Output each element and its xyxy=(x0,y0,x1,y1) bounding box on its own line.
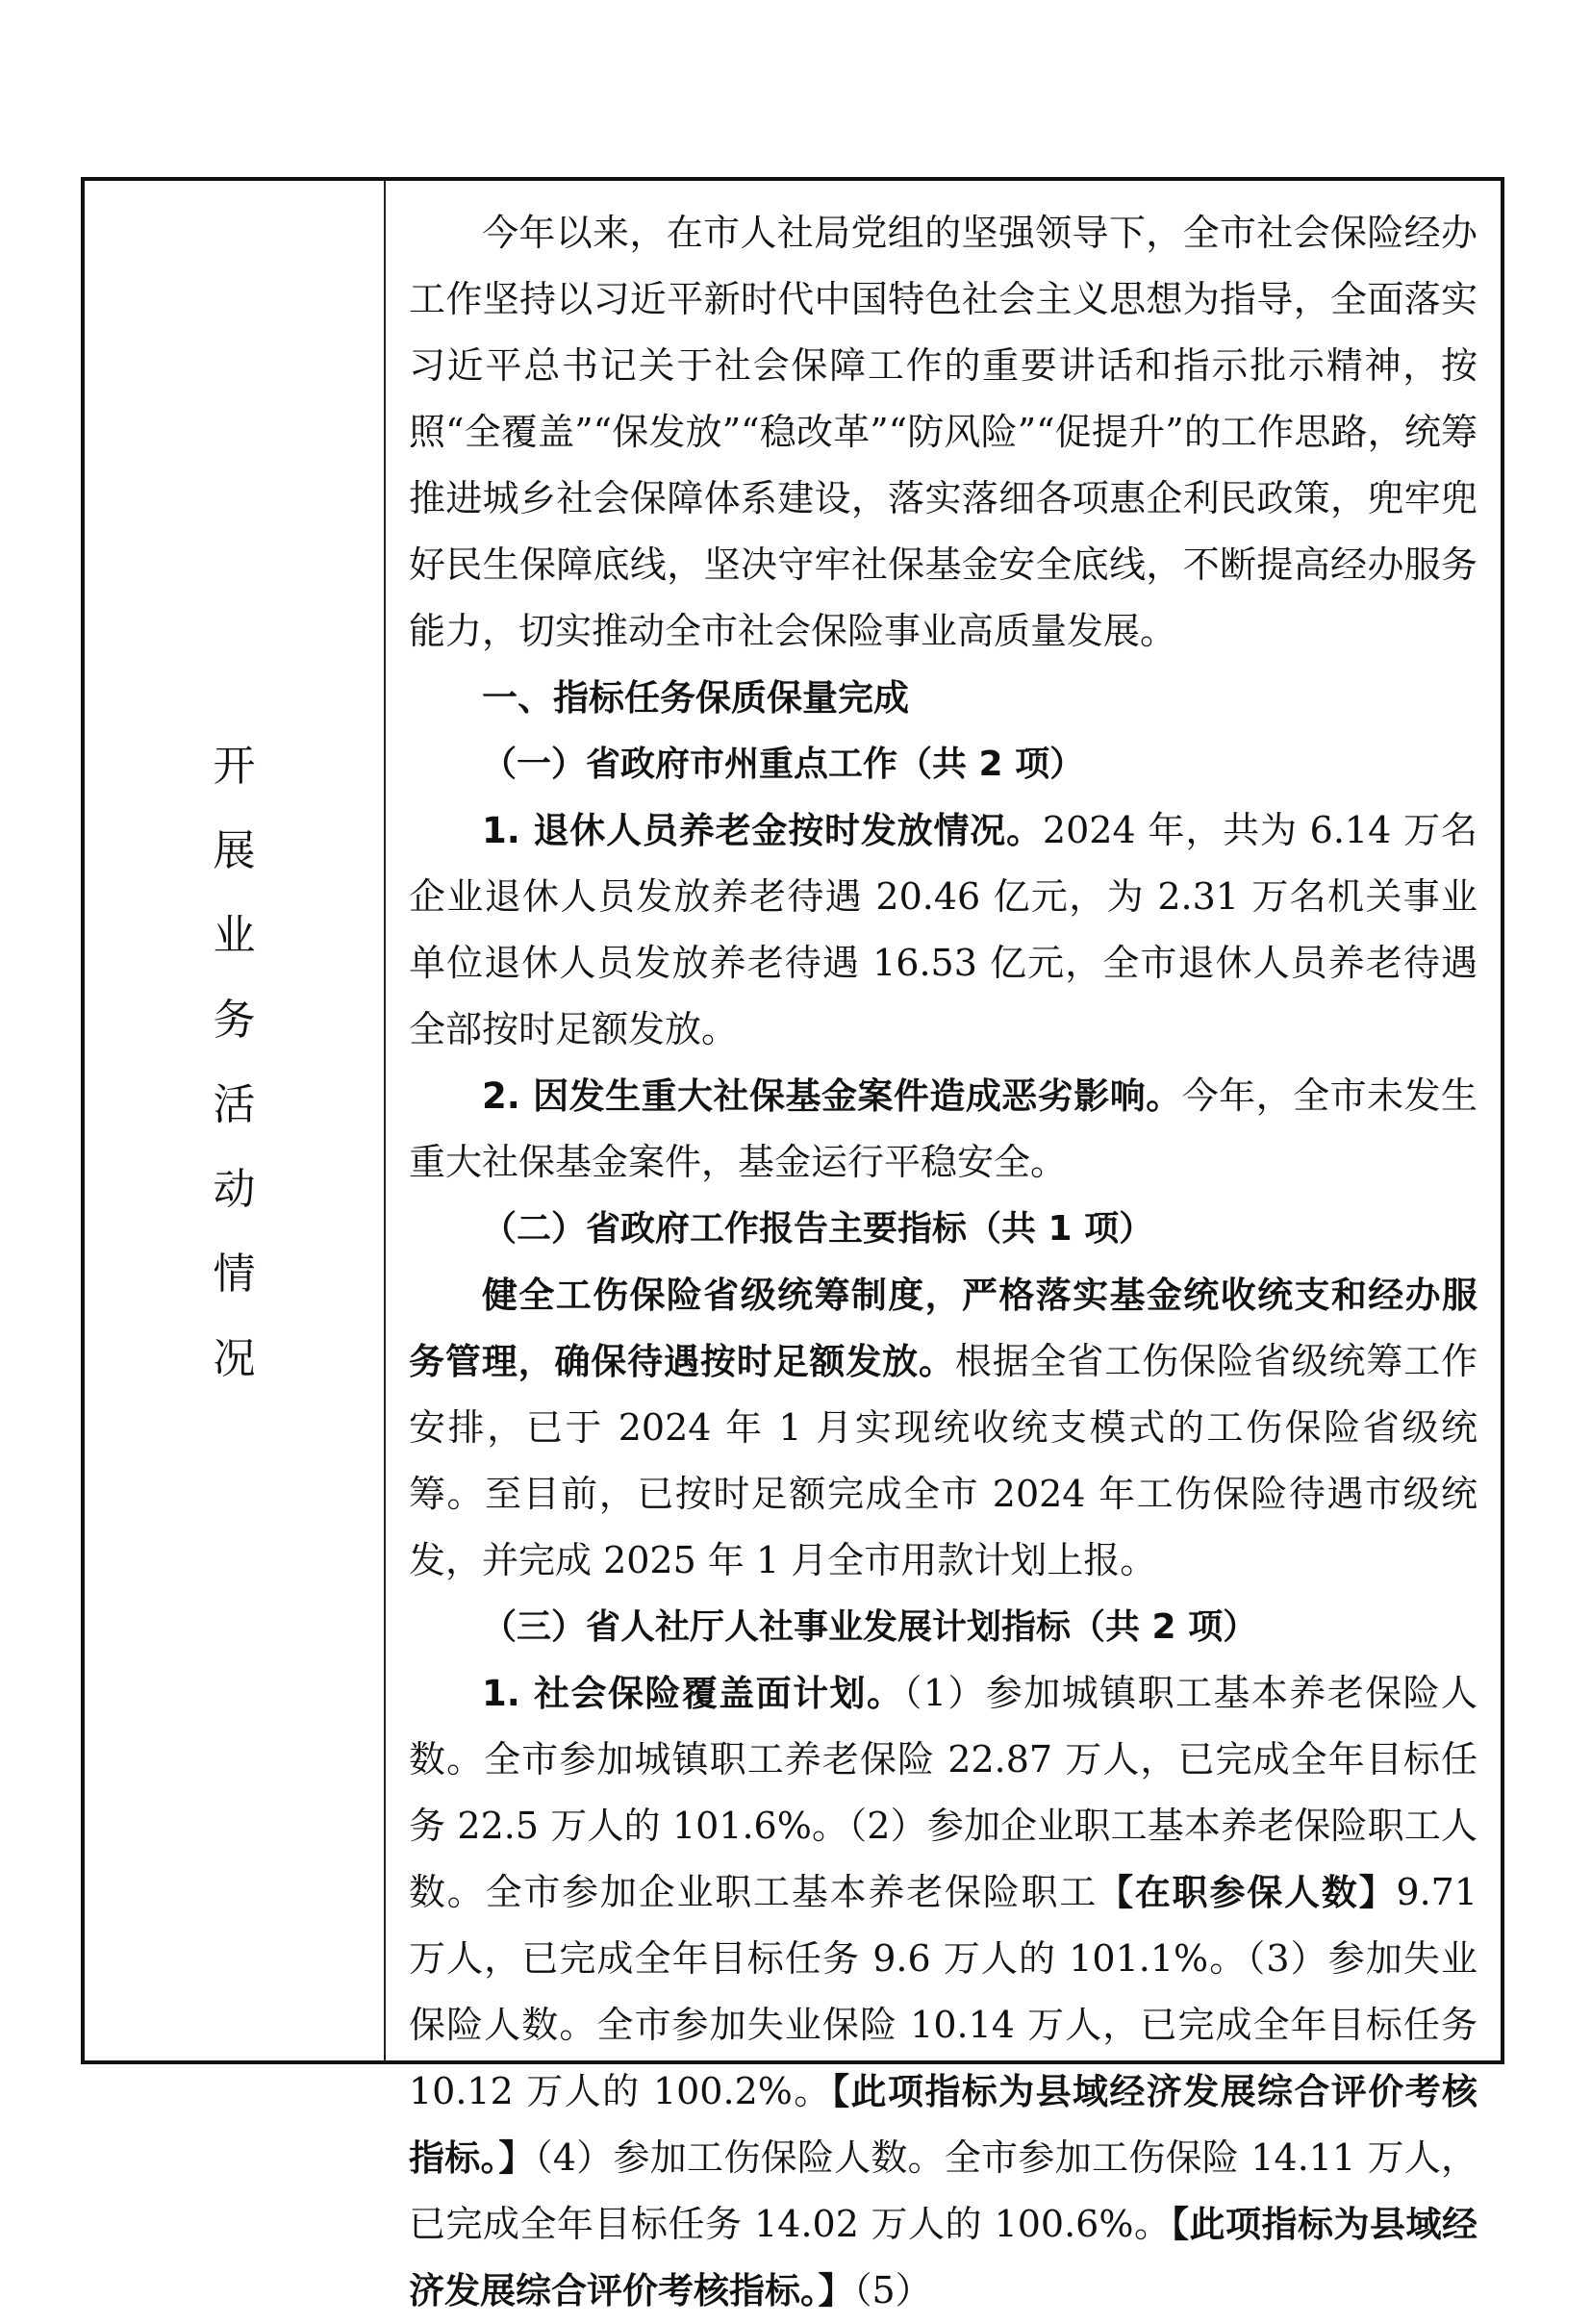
subsection-heading-2: （二）省政府工作报告主要指标（共 1 项） xyxy=(482,1209,1154,1249)
paragraph-lead: 健全工伤保险省级统筹制度，严格落实基金统收统支和经办服务管理，确保待遇按时足额发放。 xyxy=(409,1275,1477,1382)
bracket-note: 【在职参保人数】 xyxy=(1098,1872,1397,1913)
paragraph-coverage xyxy=(409,1660,1477,2324)
paragraph-lead: 1. 退休人员养老金按时发放情况。 xyxy=(482,810,1043,851)
label-char: 业 xyxy=(213,911,256,960)
label-char: 展 xyxy=(213,826,256,875)
subsection-heading-1: （一）省政府市州重点工作（共 2 项） xyxy=(482,745,1085,784)
paragraph-lead: 1. 社会保险覆盖面计划。 xyxy=(482,1673,904,1714)
paragraph-body: （4）参加工伤保险人数。全市参加工伤保险 14.11 万人，已完成全年目标任务 14.02 万人的 100.6%。 xyxy=(409,2136,1478,2245)
paragraph-injury-insurance xyxy=(409,1262,1477,1594)
paragraph-body: （1）参加城镇职工基本养老保险人数。全市参加城镇职工养老保险 22.87 万人，已完成全年目标任务 22.5 万人的 101.6%。（2）参加企业职工基本养老保险职工人数。全市参加企业职工基本养老保险职工 xyxy=(409,1672,1477,1913)
paragraph-pension xyxy=(409,797,1477,1063)
label-char: 动 xyxy=(213,1165,256,1214)
label-char: 活 xyxy=(213,1080,256,1129)
subsection-heading-3: （三）省人社厅人社事业发展计划指标（共 2 项） xyxy=(482,1607,1258,1647)
label-char: 开 xyxy=(213,742,256,791)
label-char: 务 xyxy=(213,996,256,1045)
label-char: 况 xyxy=(213,1334,256,1383)
paragraph-body: 2024 年，共为 6.14 万名企业退休人员发放养老待遇 20.46 亿元，为 2.31 万名机关事业单位退休人员发放养老待遇 16.53 亿元，全市退休人员养老待遇全部按时足额发放。 xyxy=(409,809,1477,1050)
label-column xyxy=(85,181,386,2060)
paragraph-body: 根据全省工伤保险省级统筹工作安排，已于 2024 年 1 月实现统收统支模式的工伤保险省级统筹。至目前，已按时足额完成全市 2024 年工伤保险待遇市级统发，并完成 2025 年 1 月全市用款计划上报。 xyxy=(409,1340,1477,1581)
paragraph-body: （5） xyxy=(853,2269,932,2311)
paragraph-fund-case xyxy=(409,1063,1477,1196)
paragraph-lead: 2. 因发生重大社保基金案件造成恶劣影响。 xyxy=(482,1075,1182,1117)
bracket-note: 【此项指标为县域经济发展综合评价考核指标。】 xyxy=(409,2204,1478,2311)
bracket-note: 【此项指标为县域经济发展综合评价考核指标。】 xyxy=(409,2071,1477,2179)
report-table xyxy=(81,177,1504,2311)
content-column xyxy=(386,181,1501,2311)
section-heading: 一、指标任务保质保量完成 xyxy=(482,677,909,719)
paragraph-body: 今年，全市未发生重大社保基金案件，基金运行平稳安全。 xyxy=(409,1074,1477,1183)
paragraph-body: 9.71 万人，已完成全年目标任务 9.6 万人的 101.1%。（3）参加失业保险人数。全市参加失业保险 10.14 万人，已完成全年目标任务 10.12 万人的 100.2%。 xyxy=(409,1871,1477,2112)
intro-paragraph: 今年以来，在市人社局党组的坚强领导下，全市社会保险经办工作坚持以习近平新时代中国特色社会主义思想为指导，全面落实习近平总书记关于社会保障工作的重要讲话和指示批示精神，按照“全覆盖”“保发放”“稳改革”“防风险”“促提升”的工作思路，统筹推进城乡社会保障体系建设，落实落细各项惠企利民政策，兜牢兜好民生保障底线，坚决守牢社保基金安全底线，不断提高经办服务能力，切实推动全市社会保险事业高质量发展。 xyxy=(409,212,1477,652)
vertical-label xyxy=(214,741,256,1501)
label-char: 情 xyxy=(213,1250,256,1299)
